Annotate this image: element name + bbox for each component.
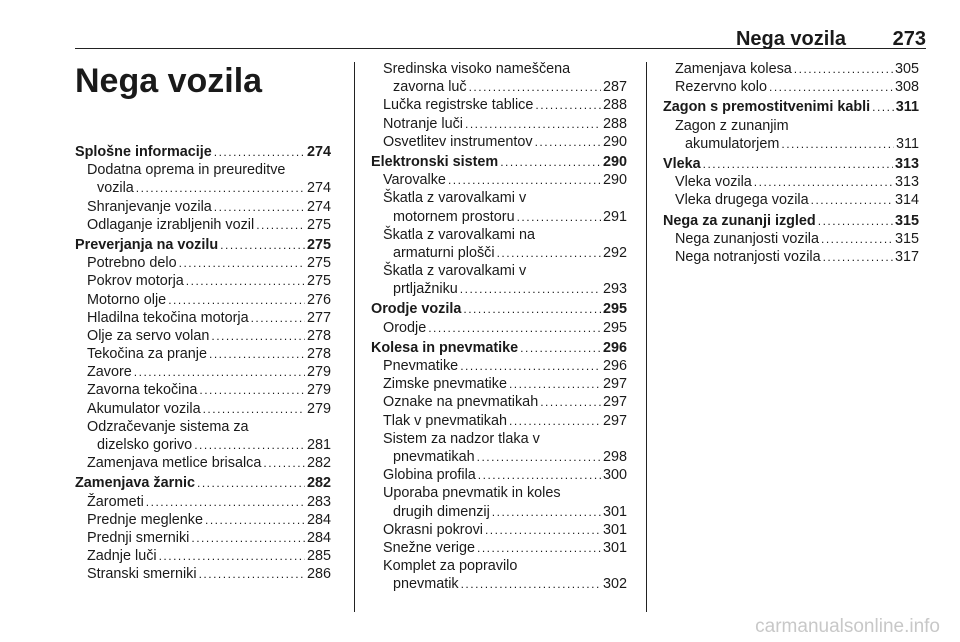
toc-line <box>371 575 627 593</box>
toc-line <box>371 133 627 151</box>
dot-leader <box>146 493 305 511</box>
toc-line <box>663 212 919 230</box>
toc-line <box>663 230 919 248</box>
toc-entry-text: Shranjevanje vozila <box>87 198 212 215</box>
dot-leader <box>477 539 601 557</box>
toc-entry <box>75 418 331 454</box>
toc-page-number: 277 <box>306 309 331 326</box>
toc-entry <box>371 115 627 133</box>
toc-page-number: 315 <box>894 212 919 229</box>
toc-page-number: 314 <box>894 192 919 209</box>
toc-entry <box>75 381 331 399</box>
toc-entry-text: Škatla z varovalkami na <box>383 226 535 243</box>
toc-entry-text: dizelsko gorivo <box>97 437 193 453</box>
toc-column-2 <box>371 60 627 593</box>
toc-entry <box>75 345 331 363</box>
dot-leader <box>203 400 305 418</box>
toc-line <box>663 98 919 116</box>
toc-line <box>371 115 627 133</box>
toc-page-number: 302 <box>602 576 627 593</box>
toc-line <box>371 244 627 262</box>
toc-page-number: 290 <box>602 172 627 189</box>
toc-entry <box>371 375 627 393</box>
dot-leader <box>428 319 601 337</box>
toc-line <box>663 173 919 191</box>
toc-entry-text: Tlak v pnevmatikah <box>383 412 507 429</box>
dot-leader <box>136 179 305 197</box>
column-divider <box>646 62 647 612</box>
toc-page-number: 313 <box>894 174 919 191</box>
toc-entry-text: Vleka vozila <box>675 174 752 191</box>
toc-page-number: 290 <box>602 133 627 150</box>
toc-page-number: 291 <box>602 208 627 225</box>
toc-entry-text: Uporaba pnevmatik in koles <box>383 485 561 502</box>
toc-entry-text: akumulatorjem <box>685 135 780 152</box>
toc-line <box>371 539 627 557</box>
toc-entry <box>75 309 331 327</box>
toc-entry <box>371 319 627 337</box>
toc-line <box>75 198 331 216</box>
dot-leader <box>769 78 893 96</box>
toc-line <box>75 381 331 399</box>
toc-line <box>371 171 627 189</box>
toc-entry <box>75 216 331 234</box>
toc-line <box>75 363 331 381</box>
dot-leader <box>211 327 305 345</box>
toc-entry <box>75 363 331 381</box>
dot-leader <box>199 565 305 583</box>
toc-line <box>371 393 627 411</box>
toc-entry <box>371 393 627 411</box>
toc-page-number: 282 <box>306 475 331 492</box>
toc-entry <box>371 557 627 593</box>
toc-page-number: 296 <box>602 339 627 356</box>
toc-line <box>371 466 627 484</box>
toc-entry-text: Lučka registrske tablice <box>383 97 534 114</box>
header-rule <box>75 48 926 49</box>
dot-leader <box>256 216 305 234</box>
toc-line <box>75 345 331 363</box>
toc-entry-text: Zagon z zunanjim <box>675 117 789 134</box>
toc-line <box>663 155 919 173</box>
toc-line <box>75 493 331 511</box>
toc-line <box>371 412 627 430</box>
dot-leader <box>448 171 601 189</box>
toc-line <box>75 291 331 309</box>
toc-page-number: 295 <box>602 301 627 318</box>
toc-section <box>75 236 331 254</box>
dot-leader <box>214 143 305 161</box>
dot-leader <box>500 153 601 171</box>
toc-entry-text: Zamenjava kolesa <box>675 61 792 77</box>
toc-line <box>371 503 627 521</box>
toc-section-title: Orodje vozila <box>371 301 462 318</box>
toc-entry <box>75 547 331 565</box>
dot-leader <box>199 381 305 399</box>
toc-page-number: 301 <box>602 521 627 538</box>
toc-page-number: 295 <box>602 319 627 336</box>
toc-line <box>371 339 627 357</box>
dot-leader <box>535 133 601 151</box>
toc-section-title: Vleka <box>663 155 701 172</box>
toc-section <box>371 153 627 171</box>
toc-entry-text: Okrasni pokrovi <box>383 521 483 538</box>
toc-section <box>663 98 919 116</box>
toc-entry-text: Prednji smerniki <box>87 529 190 546</box>
toc-page-number: 278 <box>306 346 331 363</box>
toc-entry <box>75 272 331 290</box>
toc-entry <box>75 161 331 197</box>
toc-line <box>663 60 919 78</box>
toc-page-number: 276 <box>306 291 331 308</box>
toc-entry-text: Škatla z varovalkami v <box>383 190 527 207</box>
toc-entry <box>75 327 331 345</box>
column-divider <box>354 62 355 612</box>
toc-entry-text: pnevmatik <box>393 576 459 593</box>
toc-page-number: 301 <box>602 539 627 556</box>
dot-leader <box>159 547 305 565</box>
toc-section <box>663 155 919 173</box>
toc-entry-text: Osvetlitev instrumentov <box>383 133 533 150</box>
toc-entry-text: Prednje meglenke <box>87 511 203 528</box>
toc-entry-text: drugih dimenzij <box>393 503 490 520</box>
toc-entry-text: Snežne verige <box>383 539 476 556</box>
toc-page-number: 275 <box>306 273 331 290</box>
toc-entry-text: Oznake na pnevmatikah <box>383 394 539 411</box>
toc-entry-text: Orodje <box>383 319 427 336</box>
dot-leader <box>251 309 305 327</box>
toc-page-number: 297 <box>602 412 627 429</box>
toc-line <box>371 521 627 539</box>
toc-page-number: 275 <box>306 236 331 253</box>
toc-entry <box>75 493 331 511</box>
toc-entry-text: Nega zunanjosti vozila <box>675 230 819 247</box>
toc-entry-text: Pokrov motorja <box>87 273 184 290</box>
toc-page-number: 274 <box>306 144 331 160</box>
toc-line <box>75 309 331 327</box>
dot-leader <box>209 345 305 363</box>
toc-entry <box>75 400 331 418</box>
toc-entry-text: Globina profila <box>383 467 476 484</box>
toc-page-number: 288 <box>602 115 627 132</box>
toc-line <box>75 436 331 454</box>
toc-entry <box>75 454 331 472</box>
toc-entry <box>371 357 627 375</box>
dot-leader <box>477 448 601 466</box>
dot-leader <box>811 191 893 209</box>
toc-entry <box>663 60 919 78</box>
toc-page-number: 274 <box>306 198 331 215</box>
dot-leader <box>703 155 893 173</box>
toc-section <box>663 212 919 230</box>
toc-page-number: 297 <box>602 376 627 393</box>
toc-line <box>371 78 627 96</box>
toc-line <box>663 191 919 209</box>
toc-entry <box>371 189 627 225</box>
toc-line <box>75 474 331 492</box>
toc-entry-text: Akumulator vozila <box>87 400 201 417</box>
toc-entry <box>663 191 919 209</box>
toc-line <box>75 454 331 472</box>
toc-line <box>75 327 331 345</box>
toc-line <box>663 248 919 266</box>
toc-page-number: 311 <box>895 99 919 116</box>
dot-leader <box>461 575 601 593</box>
toc-line <box>371 208 627 226</box>
dot-leader <box>220 236 305 254</box>
toc-section <box>371 339 627 357</box>
toc-page-number: 284 <box>306 529 331 546</box>
toc-page-number: 300 <box>602 467 627 484</box>
toc-entry-text: Zamenjava metlice brisalca <box>87 455 262 472</box>
toc-entry <box>75 565 331 583</box>
toc-entry <box>371 430 627 466</box>
toc-entry <box>371 226 627 262</box>
toc-entry-text: Notranje luči <box>383 115 463 132</box>
toc-entry <box>371 466 627 484</box>
toc-entry-text: Olje za servo volan <box>87 327 210 344</box>
toc-page-number: 285 <box>306 548 331 565</box>
toc-entry-text: pnevmatikah <box>393 448 475 465</box>
toc-entry-text: Škatla z varovalkami v <box>383 263 527 280</box>
dot-leader <box>214 198 305 216</box>
toc-section-title: Nega za zunanji izgled <box>663 212 816 229</box>
toc-page-number: 275 <box>306 216 331 233</box>
toc-entry-text: Komplet za popravilo <box>383 558 518 575</box>
toc-section-title: Zamenjava žarnic <box>75 475 195 492</box>
toc-page-number: 274 <box>306 180 331 197</box>
toc-entry <box>663 230 919 248</box>
toc-entry-text: Rezervno kolo <box>675 79 767 96</box>
dot-leader <box>179 254 305 272</box>
toc-entry <box>371 60 627 96</box>
toc-line <box>75 529 331 547</box>
dot-leader <box>478 466 601 484</box>
toc-column-1 <box>75 141 331 584</box>
toc-page-number: 315 <box>894 230 919 247</box>
toc-line <box>75 565 331 583</box>
toc-page-number: 308 <box>894 79 919 96</box>
toc-line <box>371 153 627 171</box>
toc-line <box>371 357 627 375</box>
dot-leader <box>485 521 601 539</box>
toc-line <box>663 78 919 96</box>
toc-line <box>75 236 331 254</box>
toc-page-number: 311 <box>896 135 919 152</box>
toc-entry-text: Tekočina za pranje <box>87 346 207 363</box>
toc-entry <box>371 539 627 557</box>
toc-line <box>371 448 627 466</box>
toc-page-number: 290 <box>602 153 627 170</box>
toc-entry <box>663 248 919 266</box>
running-head-title: Nega vozila <box>735 28 846 50</box>
toc-entry-text: Hladilna tekočina motorja <box>87 309 249 326</box>
toc-line <box>75 143 331 161</box>
toc-page-number: 281 <box>306 437 331 453</box>
toc-entry <box>75 529 331 547</box>
toc-line <box>371 280 627 298</box>
toc-page-number: 288 <box>602 97 627 114</box>
toc-section <box>75 474 331 492</box>
toc-entry-text: motornem prostoru <box>393 208 515 225</box>
toc-line <box>371 300 627 318</box>
dot-leader <box>134 363 305 381</box>
toc-page-number: 284 <box>306 511 331 528</box>
toc-entry <box>371 133 627 151</box>
toc-section-title: Kolesa in pnevmatike <box>371 339 519 356</box>
toc-entry-text: Zadnje luči <box>87 548 157 565</box>
toc-entry-text: Nega notranjosti vozila <box>675 248 821 265</box>
dot-leader <box>517 208 601 226</box>
toc-page-number: 282 <box>306 455 331 472</box>
toc-entry-text: Zavorna tekočina <box>87 382 198 399</box>
toc-entry-text: Motorno olje <box>87 291 167 308</box>
dot-leader <box>465 115 601 133</box>
toc-entry-text: zavorna luč <box>393 79 467 96</box>
toc-section-title: Elektronski sistem <box>371 153 499 170</box>
toc-section-title: Splošne informacije <box>75 144 212 160</box>
toc-entry-text: Stranski smerniki <box>87 566 197 583</box>
toc-entry-text: Sistem za nadzor tlaka v <box>383 430 540 447</box>
toc-page-number: 286 <box>306 566 331 583</box>
dot-leader <box>497 244 601 262</box>
toc-page-number: 298 <box>602 448 627 465</box>
dot-leader <box>781 135 894 153</box>
toc-entry <box>371 484 627 520</box>
toc-entry <box>371 521 627 539</box>
toc-entry-text: Odzračevanje sistema za <box>87 418 249 435</box>
dot-leader <box>823 248 893 266</box>
dot-leader <box>794 60 893 78</box>
toc-page-number: 292 <box>602 244 627 261</box>
toc-page-number: 279 <box>306 400 331 417</box>
toc-line <box>663 135 919 153</box>
toc-entry-text: Odlaganje izrabljenih vozil <box>87 216 255 233</box>
toc-section-title: Zagon s premostitvenimi kabli <box>663 99 871 116</box>
toc-line <box>75 179 331 197</box>
dot-leader <box>460 357 601 375</box>
toc-entry-text: Zimske pnevmatike <box>383 376 507 393</box>
toc-page-number: 317 <box>894 248 919 265</box>
toc-page-number: 278 <box>306 327 331 344</box>
toc-entry <box>75 511 331 529</box>
toc-section <box>371 300 627 318</box>
dot-leader <box>168 291 305 309</box>
watermark: carmanualsonline.info <box>755 616 940 637</box>
toc-section-title: Preverjanja na vozilu <box>75 236 219 253</box>
toc-section <box>75 143 331 161</box>
toc-entry-text: Varovalke <box>383 172 446 189</box>
toc-line <box>75 254 331 272</box>
toc-page-number: 275 <box>306 255 331 272</box>
dot-leader <box>509 412 601 430</box>
toc-entry <box>371 262 627 298</box>
dot-leader <box>520 339 601 357</box>
dot-leader <box>205 511 305 529</box>
dot-leader <box>535 96 601 114</box>
toc-entry <box>663 173 919 191</box>
toc-column-3 <box>663 60 919 266</box>
toc-line <box>371 96 627 114</box>
toc-line <box>371 375 627 393</box>
running-head-page-number: 273 <box>892 28 926 50</box>
dot-leader <box>540 393 601 411</box>
toc-entry-text: armaturni plošči <box>393 244 495 261</box>
toc-entry <box>663 117 919 153</box>
toc-entry-text: Dodatna oprema in preureditve <box>87 162 286 179</box>
toc-page-number: 283 <box>306 493 331 510</box>
dot-leader <box>263 454 305 472</box>
toc-line <box>75 511 331 529</box>
toc-entry-text: Žarometi <box>87 493 144 510</box>
toc-page-number: 279 <box>306 364 331 381</box>
dot-leader <box>194 436 305 454</box>
dot-leader <box>754 173 893 191</box>
toc-entry-text: Zavore <box>87 364 132 381</box>
dot-leader <box>463 300 601 318</box>
toc-entry-text: vozila <box>97 180 134 197</box>
dot-leader <box>509 375 601 393</box>
dot-leader <box>191 529 305 547</box>
toc-page-number: 301 <box>602 503 627 520</box>
toc-entry <box>371 412 627 430</box>
toc-page-number: 297 <box>602 394 627 411</box>
toc-entry-text: Potrebno delo <box>87 255 177 272</box>
dot-leader <box>186 272 305 290</box>
toc-entry <box>75 254 331 272</box>
toc-page-number: 305 <box>894 61 919 77</box>
toc-entry-text: Pnevmatike <box>383 358 459 374</box>
toc-entry <box>371 171 627 189</box>
dot-leader <box>818 212 893 230</box>
dot-leader <box>469 78 601 96</box>
chapter-title: Nega vozila <box>75 62 263 100</box>
toc-entry <box>371 96 627 114</box>
toc-entry-text: prtljažniku <box>393 281 458 298</box>
toc-entry-text: Vleka drugega vozila <box>675 192 809 209</box>
dot-leader <box>492 503 601 521</box>
dot-leader <box>872 98 894 116</box>
toc-line <box>75 272 331 290</box>
toc-page-number: 313 <box>894 155 919 172</box>
toc-line <box>371 319 627 337</box>
toc-line <box>75 547 331 565</box>
toc-line <box>75 216 331 234</box>
toc-entry <box>75 291 331 309</box>
toc-page-number: 296 <box>602 358 627 374</box>
toc-line <box>75 400 331 418</box>
toc-page-number: 279 <box>306 382 331 399</box>
toc-entry <box>75 198 331 216</box>
dot-leader <box>821 230 893 248</box>
toc-entry <box>663 78 919 96</box>
dot-leader <box>197 474 305 492</box>
dot-leader <box>460 280 601 298</box>
toc-page-number: 293 <box>602 281 627 298</box>
toc-entry-text: Sredinska visoko nameščena <box>383 61 571 77</box>
toc-page-number: 287 <box>602 79 627 96</box>
